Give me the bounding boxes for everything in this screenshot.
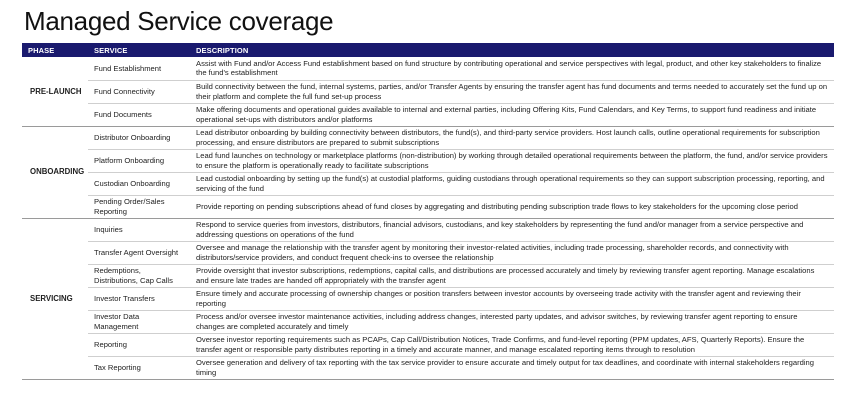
service-cell: Fund Documents <box>88 103 190 126</box>
description-cell: Provide reporting on pending subscriptions ahead of fund closes by aggregating and distributing pending subscription trade flows to key stakeholders for the upcoming close period <box>190 195 834 218</box>
header-service: SERVICE <box>88 43 190 57</box>
table-row <box>22 195 834 218</box>
service-cell: Custodian Onboarding <box>88 172 190 195</box>
phase-pre-launch: PRE-LAUNCH <box>22 57 88 126</box>
phase-onboarding: ONBOARDING <box>22 126 88 218</box>
coverage-table <box>22 43 834 380</box>
service-cell: Reporting <box>88 333 190 356</box>
description-cell: Make offering documents and operational guides available to internal and external parties, including Offering Kits, Fund Calendars, and Key Terms, to support fund readiness and initiate operational set-ups with distributors and/or platforms <box>190 103 834 126</box>
description-cell: Oversee and manage the relationship with the transfer agent by monitoring their investor-related activities, including trade processing, shareholder records, and connectivity with distributors/service providers, and conduct frequent check-ins to oversee the relationship <box>190 241 834 264</box>
header-description: DESCRIPTION <box>190 43 834 57</box>
table-row <box>22 310 834 333</box>
service-cell: Fund Establishment <box>88 57 190 80</box>
description-cell: Oversee generation and delivery of tax reporting with the tax service provider to ensure accurate and timely output for tax deadlines, and coordinate with internal stakeholders regarding timing <box>190 356 834 379</box>
description-cell: Ensure timely and accurate processing of ownership changes or position transfers between investor accounts by overseeing trade activity with the transfer agent and reviewing their reporting <box>190 287 834 310</box>
table-header-row <box>22 43 834 57</box>
service-cell: Inquiries <box>88 218 190 241</box>
service-cell: Pending Order/Sales Reporting <box>88 195 190 218</box>
table-row <box>22 57 834 80</box>
table-row <box>22 333 834 356</box>
description-cell: Lead fund launches on technology or marketplace platforms (non-distribution) by working through detailed operational requirements between the platform, the fund, and/or service providers to ensure the platform is operationally ready to facilitate subscriptions <box>190 149 834 172</box>
table-row <box>22 264 834 287</box>
description-cell: Build connectivity between the fund, internal systems, parties, and/or Transfer Agents by ensuring the transfer agent has fund documents and terms needed to accurately set the fund up on their platform and complete the full fund set-up process <box>190 80 834 103</box>
table-row <box>22 218 834 241</box>
description-cell: Provide oversight that investor subscriptions, redemptions, capital calls, and distributions are processed accurately and timely by reviewing transfer agent reporting. Manage escalations and ensure late trades are handed off appropriately with the transfer agent <box>190 264 834 287</box>
page-title: Managed Service coverage <box>24 6 334 36</box>
table-row <box>22 149 834 172</box>
description-cell: Oversee investor reporting requirements such as PCAPs, Cap Call/Distribution Notices, Trade Confirms, and fund-level reporting (PPM updates, AFS, Quarterly Reports). Ensure the transfer agent or responsible party distributes reporting in a timely and accurate manner, and manage escalated reporting items through to resolution <box>190 333 834 356</box>
service-cell: Investor Data Management <box>88 310 190 333</box>
table-row <box>22 172 834 195</box>
service-cell: Redemptions, Distributions, Cap Calls <box>88 264 190 287</box>
table-row <box>22 103 834 126</box>
description-cell: Lead custodial onboarding by setting up the fund(s) at custodial platforms, guiding custodians through operational requirements so they can support subscription processing, reporting, and servicing of the fund <box>190 172 834 195</box>
service-cell: Platform Onboarding <box>88 149 190 172</box>
table-row <box>22 126 834 149</box>
table-row <box>22 241 834 264</box>
service-cell: Tax Reporting <box>88 356 190 379</box>
service-cell: Transfer Agent Oversight <box>88 241 190 264</box>
header-phase: PHASE <box>22 43 88 57</box>
service-cell: Fund Connectivity <box>88 80 190 103</box>
description-cell: Respond to service queries from investors, distributors, financial advisors, custodians, and key stakeholders by representing the fund and/or manager from a service perspective and addressing questions on operations of the fund <box>190 218 834 241</box>
table-row <box>22 80 834 103</box>
description-cell: Lead distributor onboarding by building connectivity between distributors, the fund(s), and third-party service providers. Host launch calls, outline operational requirements for subscription processing, and ensure distributors are prepared to submit subscriptions <box>190 126 834 149</box>
phase-servicing: SERVICING <box>22 218 88 379</box>
table-row <box>22 356 834 379</box>
service-cell: Distributor Onboarding <box>88 126 190 149</box>
description-cell: Assist with Fund and/or Access Fund establishment based on fund structure by contributing operational and service perspectives with legal, product, and other key stakeholders to finalize the fund's establishment <box>190 57 834 80</box>
description-cell: Process and/or oversee investor maintenance activities, including address changes, interested party updates, and advisor switches, by reviewing transfer agent reporting to ensure changes are completed accurately and timely <box>190 310 834 333</box>
table-row <box>22 287 834 310</box>
service-cell: Investor Transfers <box>88 287 190 310</box>
